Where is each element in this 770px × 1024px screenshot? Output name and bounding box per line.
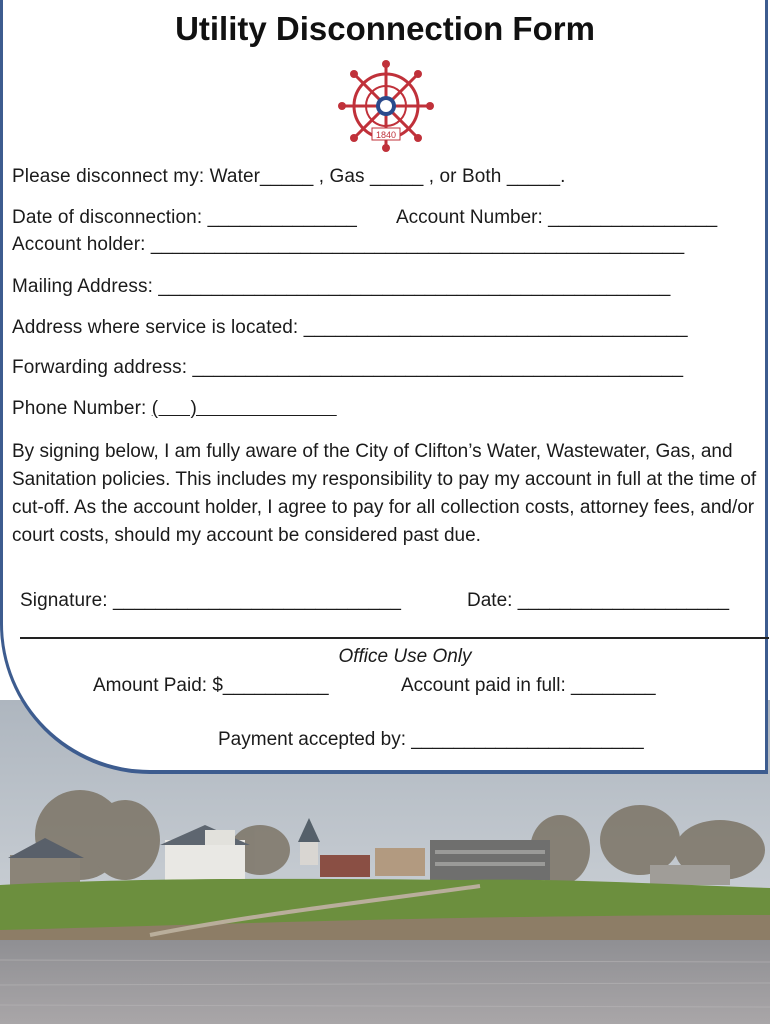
signature-date-field[interactable]: Date: ____________________ — [467, 590, 730, 611]
phone-number-field[interactable] — [12, 398, 337, 420]
mailing-address-field[interactable]: Mailing Address: ________________________________________________ — [12, 276, 671, 297]
disconnect-service-line[interactable]: Please disconnect my: Water_____ , Gas _____ , or Both _____. — [12, 166, 566, 187]
office-section-divider — [20, 637, 769, 639]
signature-field[interactable]: Signature: ___________________________ — [20, 590, 401, 611]
amount-paid-field[interactable]: Amount Paid: $__________ — [93, 675, 329, 696]
agreement-paragraph: By signing below, I am fully aware of the City of Clifton’s Water, Wastewater, Gas, and Sanitation policies. This includes my responsibility to pay my account in full at the time of cut-off. As the account holder, I agree to pay for all collection costs, attorney fees, and/or court costs, should my account be considered past due. — [12, 441, 757, 546]
date-of-disconnection-field[interactable]: Date of disconnection: ______________ — [12, 207, 357, 228]
city-seal-icon — [334, 60, 438, 156]
payment-accepted-by-field[interactable]: Payment accepted by: ______________________ — [218, 729, 644, 750]
forwarding-address-field[interactable]: Forwarding address: ______________________________________________ — [12, 357, 684, 378]
svg-text:1840: 1840 — [375, 130, 397, 140]
account-paid-in-full-field[interactable]: Account paid in full: ________ — [401, 675, 656, 696]
form-title: Utility Disconnection Form — [175, 10, 595, 47]
account-holder-field[interactable]: Account holder: __________________________________________________ — [12, 234, 685, 255]
phone-number-blank[interactable]: ( ) — [151, 398, 337, 419]
phone-number-label: Phone Number: — [12, 398, 152, 419]
service-address-field[interactable]: Address where service is located: ____________________________________ — [12, 317, 688, 338]
account-number-field[interactable]: Account Number: ________________ — [396, 207, 718, 228]
office-use-heading: Office Use Only — [338, 646, 472, 667]
